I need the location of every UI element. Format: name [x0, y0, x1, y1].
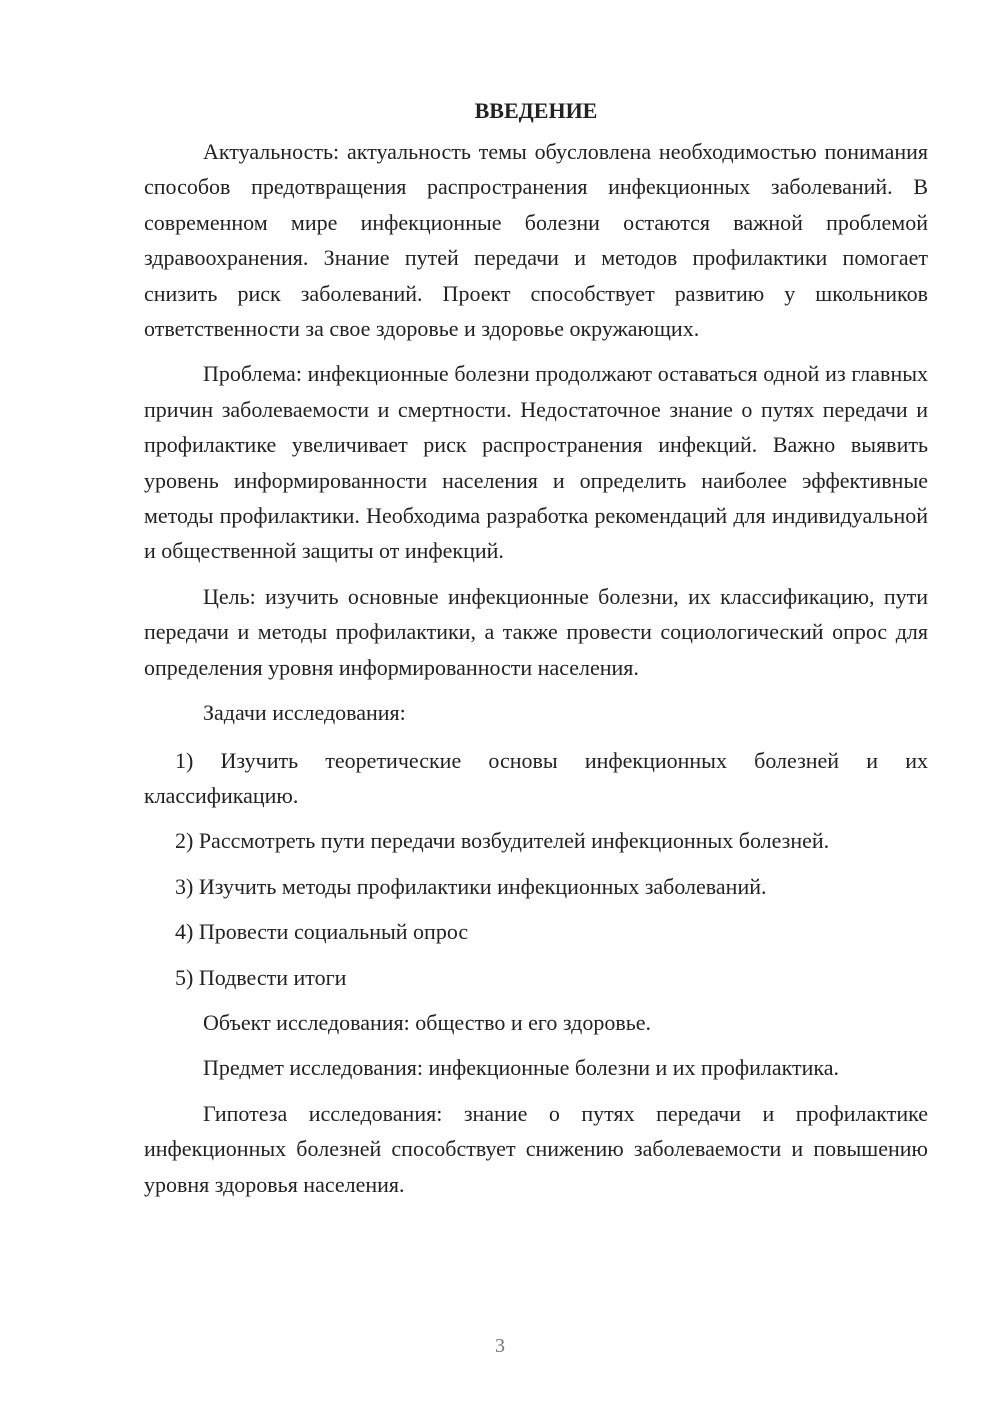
task-item: 2) Рассмотреть пути передачи возбудителей инфекционных болезней. — [175, 828, 830, 854]
task-item: 4) Провести социальный опрос — [175, 919, 469, 945]
object-paragraph: Объект исследования: общество и его здоровье. — [203, 1009, 652, 1035]
tasks-heading: Задачи исследования: — [203, 700, 406, 726]
problem-paragraph: Проблема: инфекционные болезни продолжают оставаться одной из главных причин заболеваемости и смертности. Недостаточное знание о путях передачи и профилактике увеличивает риск распространения инфекций. Важно выявить уровень информированности населения и определить наиболее эффективные методы профилактики. Необходима разработка рекомендаций для индивидуальной и общественной защиты от инфекций. — [144, 361, 928, 564]
page-number: 3 — [495, 1335, 505, 1357]
relevance-paragraph: Актуальность: актуальность темы обусловлена необходимостью понимания способов предотвращения распространения инфекционных заболеваний. В современном мире инфекционные болезни остаются важной проблемой здравоохранения. Знание путей передачи и методов профилактики помогает снизить риск заболеваний. Проект способствует развитию у школьников ответственности за свое здоровье и здоровье окружающих. — [144, 139, 928, 342]
task-item: 3) Изучить методы профилактики инфекционных заболеваний. — [175, 873, 767, 899]
task-item: 5) Подвести итоги — [175, 964, 347, 990]
section-title: ВВЕДЕНИЕ — [474, 98, 598, 123]
task-item: 1) Изучить теоретические основы инфекционных болезней и их классификацию. — [144, 747, 928, 808]
document-page — [144, 96, 928, 1212]
hypothesis-paragraph: Гипотеза исследования: знание о путях передачи и профилактике инфекционных болезней способствует снижению заболеваемости и повышению уровня здоровья населения. — [144, 1100, 928, 1197]
goal-paragraph: Цель: изучить основные инфекционные болезни, их классификацию, пути передачи и методы профилактики, а также провести социологический опрос для определения уровня информированности населения. — [144, 583, 928, 680]
subject-paragraph: Предмет исследования: инфекционные болезни и их профилактика. — [203, 1055, 839, 1081]
